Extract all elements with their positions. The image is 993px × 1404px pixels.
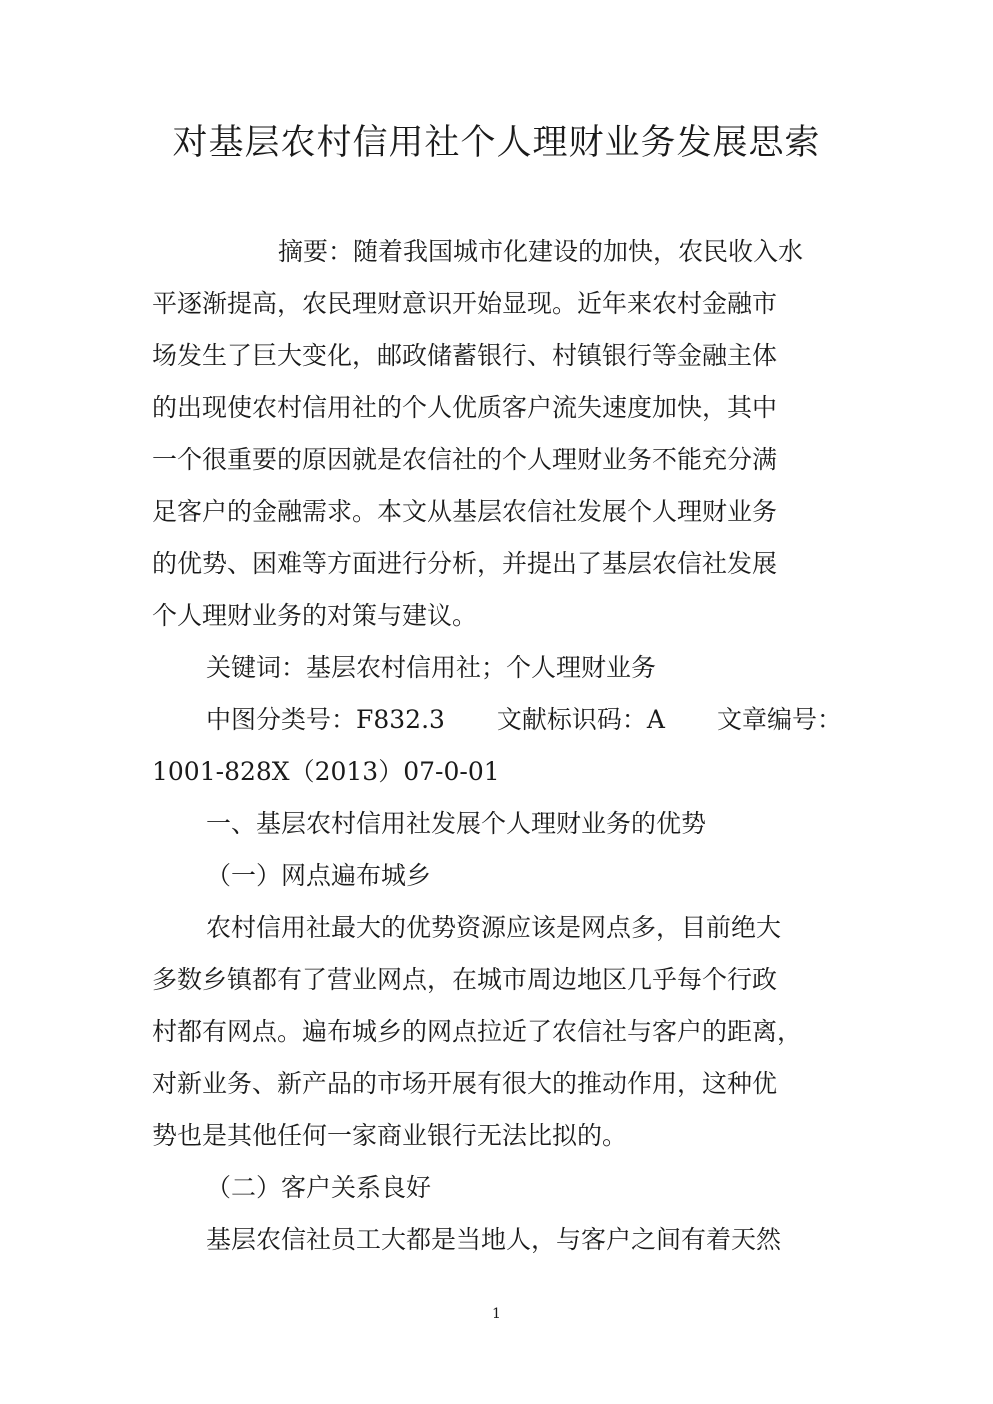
article-number: 1001-828X（2013）07-0-01 — [152, 757, 500, 786]
clc-code: 中图分类号：F832.3 — [206, 705, 445, 734]
keywords-line: 关键词：基层农村信用社；个人理财业务 — [206, 653, 657, 682]
subsection-heading-2: （二）客户关系良好 — [206, 1173, 432, 1202]
body-line-6: 基层农信社员工大都是当地人，与客户之间有着天然 — [206, 1225, 782, 1254]
body-line-2: 多数乡镇都有了营业网点，在城市周边地区几乎每个行政 — [152, 965, 778, 994]
abstract-line-1: 摘要：随着我国城市化建设的加快，农民收入水 — [278, 237, 804, 266]
abstract-line-2: 平逐渐提高，农民理财意识开始显现。近年来农村金融市 — [152, 289, 778, 318]
abstract-line-5: 一个很重要的原因就是农信社的个人理财业务不能充分满 — [152, 445, 778, 474]
document-title: 对基层农村信用社个人理财业务发展思索 — [172, 123, 821, 163]
section-heading: 一、基层农村信用社发展个人理财业务的优势 — [206, 809, 707, 838]
abstract-line-4: 的出现使农村信用社的个人优质客户流失速度加快，其中 — [152, 393, 778, 422]
abstract-line-6: 足客户的金融需求。本文从基层农信社发展个人理财业务 — [152, 497, 778, 526]
article-number-label: 文章编号： — [716, 705, 842, 734]
document-code: 文献标识码：A — [496, 705, 665, 734]
abstract-line-7: 的优势、困难等方面进行分析，并提出了基层农信社发展 — [152, 549, 778, 578]
subsection-heading-1: （一）网点遍布城乡 — [206, 861, 432, 890]
page-number: 1 — [492, 1306, 501, 1322]
abstract-line-3: 场发生了巨大变化，邮政储蓄银行、村镇银行等金融主体 — [152, 341, 778, 370]
body-line-5: 势也是其他任何一家商业银行无法比拟的。 — [152, 1121, 628, 1150]
classification-line — [206, 702, 842, 738]
body-line-3: 村都有网点。遍布城乡的网点拉近了农信社与客户的距离， — [152, 1017, 803, 1046]
body-line-1: 农村信用社最大的优势资源应该是网点多，目前绝大 — [206, 913, 782, 942]
abstract-line-8: 个人理财业务的对策与建议。 — [152, 601, 478, 630]
body-line-4: 对新业务、新产品的市场开展有很大的推动作用，这种优 — [152, 1069, 778, 1098]
